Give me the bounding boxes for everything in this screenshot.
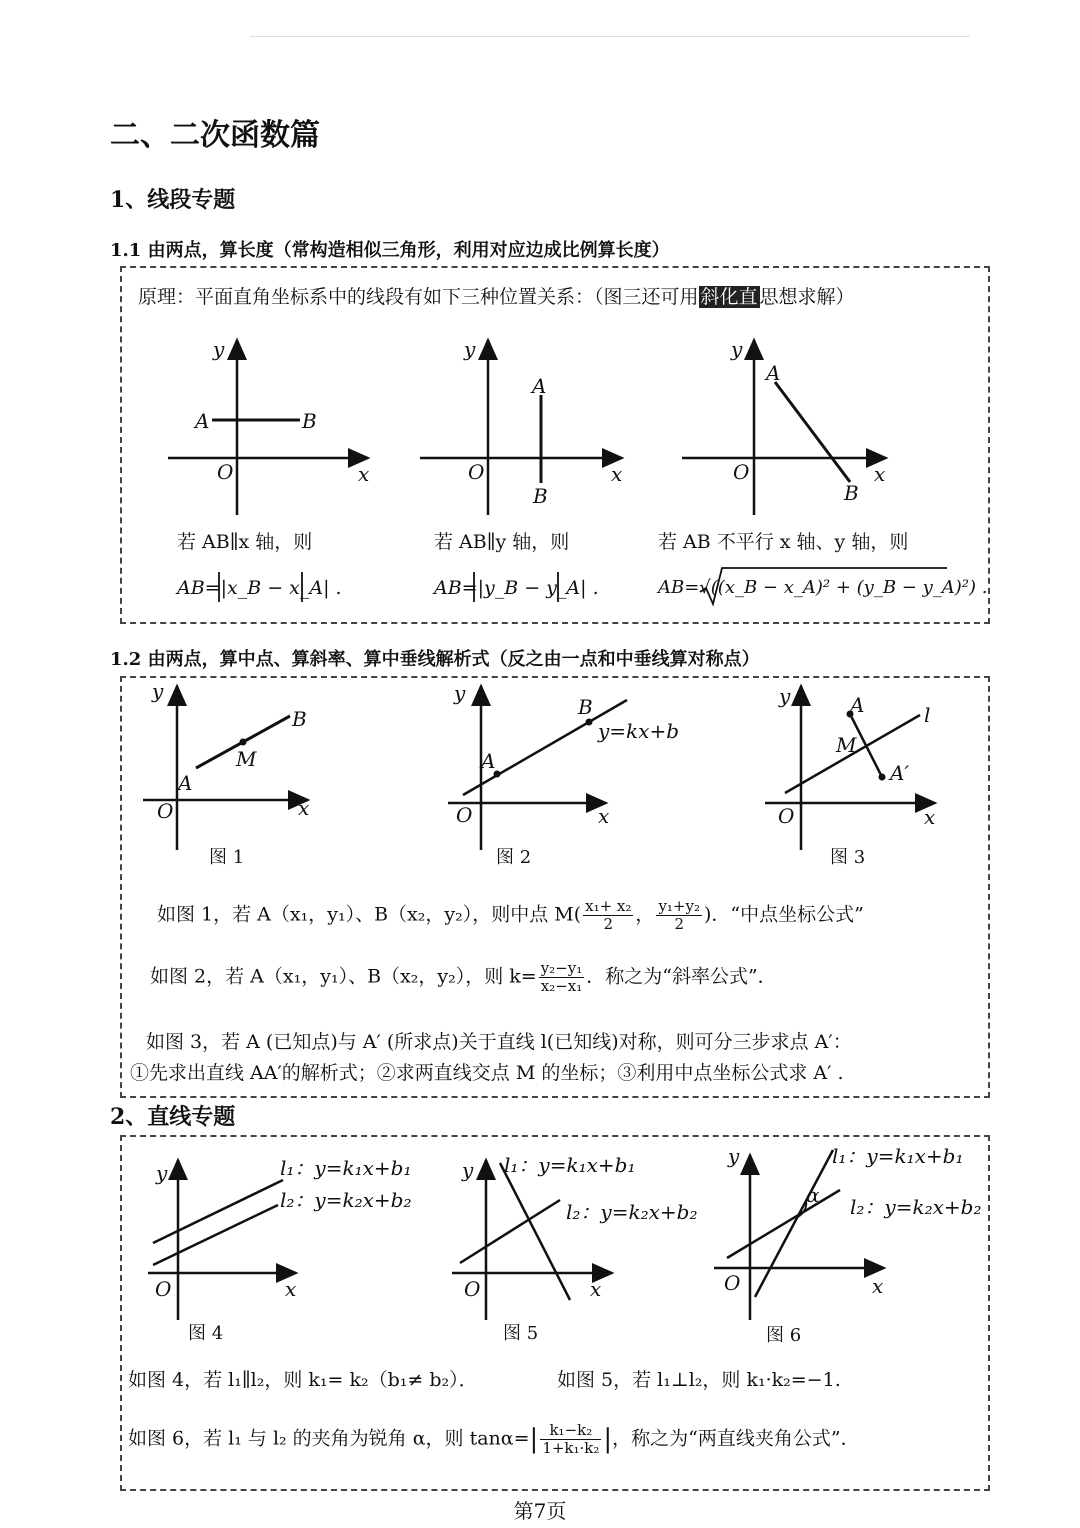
point-b-label: B	[292, 707, 307, 731]
case-3-formula: AB=√((x_B − x_A)² + (y_B − y_A)²) .	[658, 577, 988, 598]
y-label: y	[152, 679, 164, 703]
x-label: x	[598, 804, 610, 828]
case-1-formula: AB=|x_B − x_A| .	[177, 577, 342, 599]
x-label: x	[285, 1277, 297, 1301]
point-b-label: B	[302, 409, 317, 433]
y-label: y	[779, 684, 791, 708]
figure-6-caption: 图 6	[766, 1325, 802, 1346]
slope-formula: 如图 2，若 A（x₁，y₁）、B（x₂，y₂），则 k= $\frac{\text{y₂−y₁}}{\text{x₂−x₁}}$ ．称之为“斜率公式”．	[150, 959, 777, 995]
l2-equation: l₂：y=k₂x+b₂	[850, 1195, 982, 1219]
y-label: y	[156, 1161, 168, 1185]
point-a-prime-label: A′	[890, 761, 909, 785]
x-label: x	[611, 462, 623, 486]
parallel-formula: 如图 4，若 l₁∥l₂，则 k₁= k₂（b₁≠ b₂）．	[128, 1369, 478, 1391]
figure-4-caption: 图 4	[188, 1323, 224, 1344]
point-m-label: M	[236, 747, 257, 771]
x-label: x	[874, 462, 886, 486]
symmetry-line-1: 如图 3，若 A (已知点)与 A′ (所求点)关于直线 l(已知线)对称，则可分三步求点 A′：	[146, 1031, 852, 1053]
segment-ab	[775, 382, 850, 482]
line-l-label: l	[924, 703, 931, 727]
case-3-condition: 若 AB 不平行 x 轴、y 轴，则	[658, 531, 909, 553]
y-label: y	[728, 1144, 740, 1168]
perpendicular-formula: 如图 5，若 l₁⊥l₂，则 k₁·k₂=−1.	[557, 1369, 841, 1391]
y-label: y	[213, 337, 225, 361]
origin-label: O	[217, 460, 234, 484]
section-1-1-heading: 1.1 由两点，算长度（常构造相似三角形，利用对应边成比例算长度）	[110, 240, 670, 261]
l2-equation: l₂：y=k₂x+b₂	[280, 1188, 412, 1212]
point-b-label: B	[844, 481, 859, 505]
y-label: y	[464, 337, 476, 361]
y-label: y	[462, 1158, 474, 1182]
origin-label: O	[155, 1277, 172, 1301]
origin-label: O	[733, 460, 750, 484]
point-a-label: A	[850, 693, 865, 717]
y-label: y	[731, 337, 743, 361]
section-2-heading: 2、直线专题	[110, 1104, 236, 1130]
origin-label: O	[724, 1271, 741, 1295]
l1-equation: l₁：y=k₁x+b₁	[280, 1156, 412, 1180]
point-a-label: A	[178, 771, 193, 795]
angle-formula: 如图 6，若 l₁ 与 l₂ 的夹角为锐角 α，则 tanα=| $\frac{\text{k₁−k₂}}{\text{1+k₁·k₂}}$ |，称之为“两直线夹角公式”．	[128, 1421, 860, 1457]
principle-text: 原理：平面直角坐标系中的线段有如下三种位置关系：（图三还可用 斜化直 思想求解）	[138, 286, 855, 308]
point-a-label: A	[195, 409, 210, 433]
section-1-2-heading: 1.2 由两点，算中点、算斜率、算中垂线解析式（反之由一点和中垂线算对称点）	[110, 649, 760, 670]
origin-label: O	[468, 460, 485, 484]
origin-label: O	[456, 803, 473, 827]
origin-label: O	[157, 799, 174, 823]
origin-label: O	[464, 1277, 481, 1301]
midpoint-formula: 如图 1，若 A（x₁，y₁）、B（x₂，y₂），则中点 M( $\frac{\text{x₁+ x₂}}{2}$ ， $\frac{\text{y₁+y₂}}{2}$ )．“中点坐标公式”	[157, 897, 864, 933]
origin-label: O	[778, 804, 795, 828]
figure-2-caption: 图 2	[496, 847, 532, 868]
x-label: x	[924, 805, 936, 829]
x-label: x	[358, 462, 370, 486]
point-a-label: A	[532, 374, 547, 398]
figure-3-caption: 图 3	[830, 847, 866, 868]
case-2-condition: 若 AB∥y 轴，则	[434, 531, 570, 553]
l2-equation: l₂：y=k₂x+b₂	[566, 1200, 698, 1224]
point-b-label: B	[578, 695, 593, 719]
page-number: 第7页	[513, 1499, 567, 1523]
page-title: 二、二次函数篇	[110, 118, 320, 153]
case-1-condition: 若 AB∥x 轴，则	[177, 531, 313, 553]
point-a-label: A	[766, 361, 781, 385]
highlight-text: 斜化直	[700, 286, 758, 308]
symmetry-line-2: ①先求出直线 AA′的解析式；②求两直线交点 M 的坐标；③利用中点坐标公式求 A′ .	[130, 1062, 844, 1084]
figure-5-caption: 图 5	[503, 1323, 539, 1344]
figure-1-caption: 图 1	[209, 847, 245, 868]
x-label: x	[590, 1277, 602, 1301]
alpha-label: α	[806, 1183, 820, 1207]
l1-equation: l₁：y=k₁x+b₁	[832, 1144, 964, 1168]
x-label: x	[872, 1274, 884, 1298]
point-b-label: B	[533, 484, 548, 508]
l1-equation: l₁：y=k₁x+b₁	[504, 1153, 636, 1177]
line-equation: y=kx+b	[598, 719, 680, 743]
x-label: x	[298, 796, 310, 820]
y-label: y	[454, 681, 466, 705]
point-a-label: A	[481, 749, 496, 773]
case-2-formula: AB=|y_B − y_A| .	[434, 577, 599, 599]
point-m-label: M	[836, 733, 857, 757]
section-1-heading: 1、线段专题	[110, 187, 236, 213]
